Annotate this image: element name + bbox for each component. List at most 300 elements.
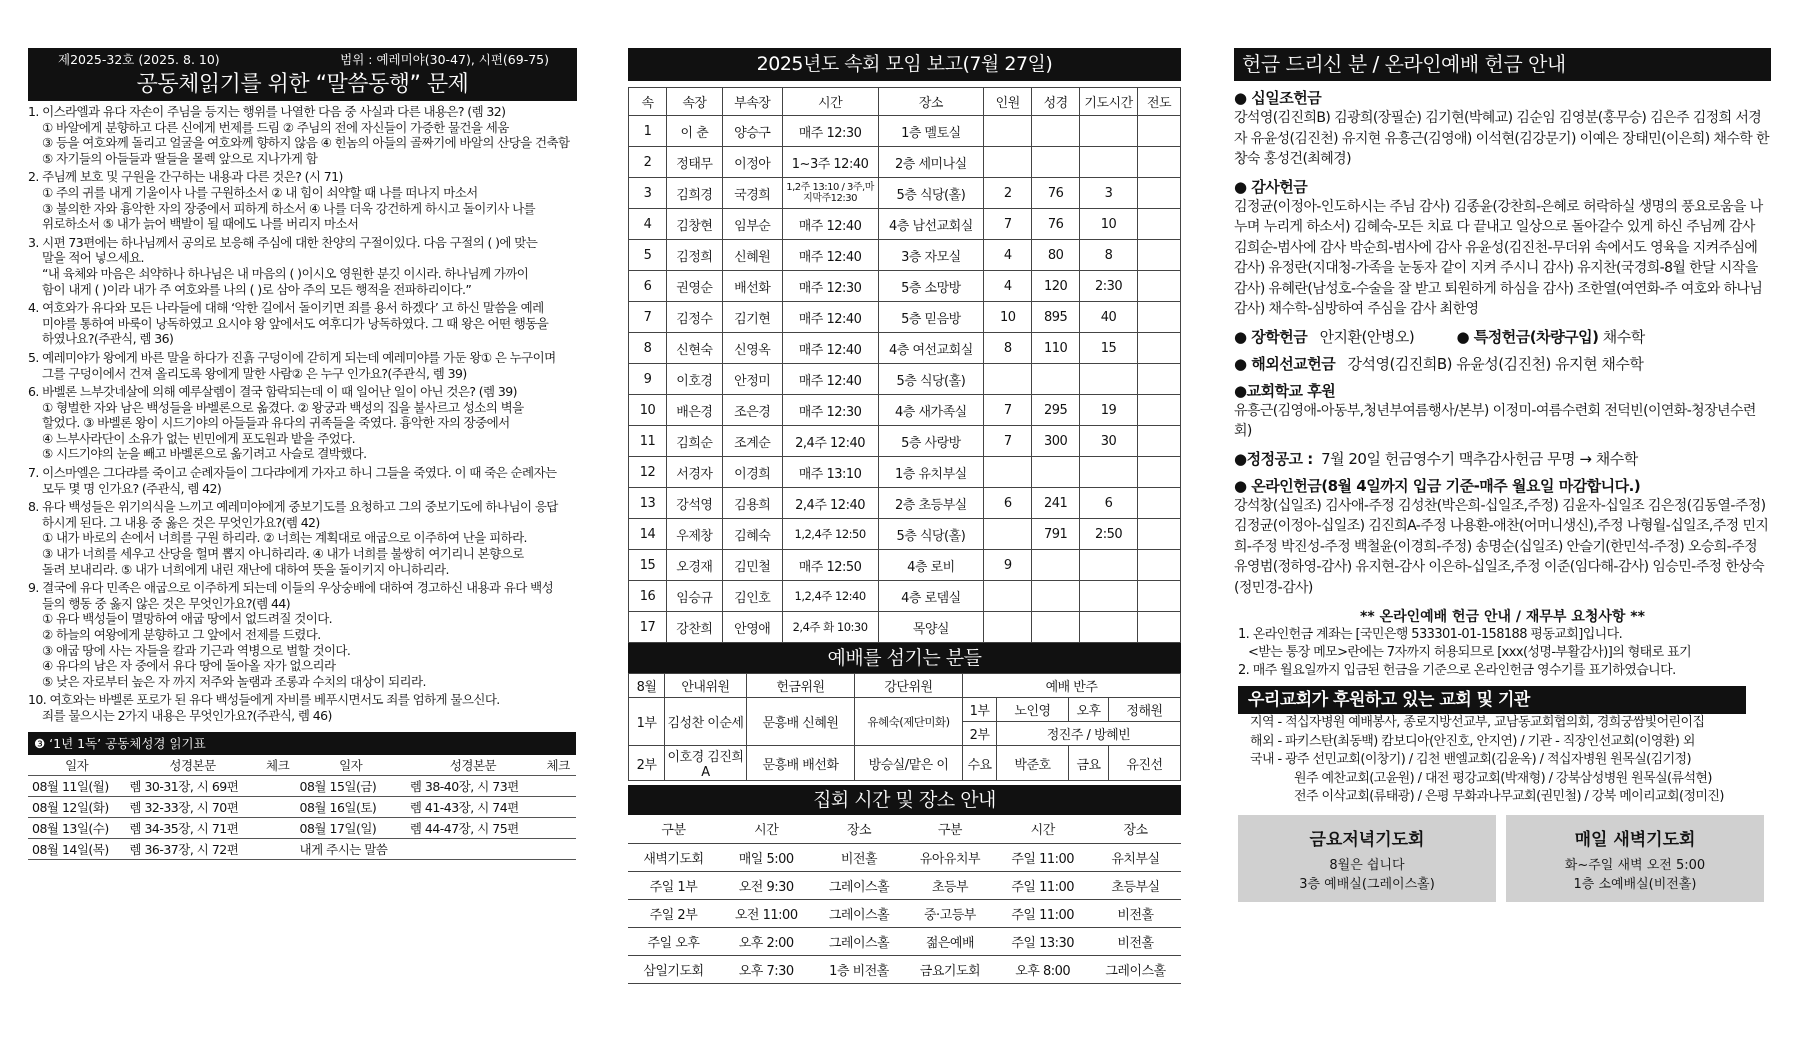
schedule-row bbox=[28, 775, 576, 796]
report-cell: 매주 12:40 bbox=[782, 364, 878, 395]
report-cell: 이경희 bbox=[722, 457, 782, 488]
times-row bbox=[628, 843, 1181, 871]
dawn-prayer-line: 화~주일 새벽 오전 5:00 bbox=[1564, 857, 1706, 873]
times-cell: 젊은예배 bbox=[904, 927, 995, 955]
report-row bbox=[629, 302, 1181, 333]
report-cell bbox=[1138, 519, 1181, 550]
report-row bbox=[629, 364, 1181, 395]
reading-range: 범위 : 예레미야(30-47), 시편(69-75) bbox=[340, 52, 549, 67]
report-cell: 12 bbox=[629, 457, 667, 488]
schedule-cell: 08월 13일(수) bbox=[28, 817, 125, 838]
special-value: 채수학 bbox=[1602, 327, 1645, 346]
times-cell: 새벽기도회 bbox=[628, 843, 719, 871]
report-row bbox=[629, 240, 1181, 271]
report-cell: 매주 13:10 bbox=[782, 457, 878, 488]
scholarship-special-row bbox=[1234, 326, 1771, 347]
report-cell: 5층 사랑방 bbox=[878, 426, 984, 457]
times-cell: 주일 13:30 bbox=[995, 927, 1090, 955]
report-cell: 6 bbox=[1080, 488, 1138, 519]
worship-servers-table bbox=[628, 673, 1181, 781]
question-line: ④ 느부사라단이 소유가 없는 빈민에게 포도원과 밭을 주었다. bbox=[42, 430, 355, 446]
report-row bbox=[629, 209, 1181, 240]
serve-cell: 2부 bbox=[629, 746, 665, 781]
question-text: 4. 여호와가 유다와 모든 나라들에 대해 ‘악한 길에서 돌이키면 죄를 용서 하겠다’ 고 하신 말씀을 예레 bbox=[28, 300, 544, 316]
report-cell: 조계순 bbox=[722, 426, 782, 457]
report-row bbox=[629, 550, 1181, 581]
schedule-header: 일자 bbox=[296, 754, 406, 775]
schedule-cell bbox=[540, 796, 576, 817]
reading-schedule-table bbox=[28, 754, 576, 860]
schedule-cell bbox=[540, 817, 576, 838]
friday-prayer-line: 8월은 쉽니다 bbox=[1329, 857, 1405, 873]
report-cell: 7 bbox=[629, 302, 667, 333]
report-cell: 895 bbox=[1032, 302, 1080, 333]
schedule-cell: 08월 14일(목) bbox=[28, 838, 125, 859]
report-cell: 5층 식당(홀) bbox=[878, 364, 984, 395]
gathering-times-table bbox=[628, 815, 1181, 984]
report-cell: 신현숙 bbox=[666, 333, 722, 364]
times-cell: 오전 9:30 bbox=[719, 871, 814, 899]
schedule-cell bbox=[260, 817, 296, 838]
times-cell: 주일 11:00 bbox=[995, 899, 1090, 927]
report-cell: 15 bbox=[629, 550, 667, 581]
report-cell: 295 bbox=[1032, 395, 1080, 426]
times-cell: 비전홀 bbox=[1090, 927, 1181, 955]
question-line: 죄를 물으시는 2가지 내용은 무엇인가요?(주관식, 렘 46) bbox=[42, 707, 332, 723]
report-cell: 강석영 bbox=[666, 488, 722, 519]
question-item bbox=[28, 580, 577, 689]
times-cell: 금요기도회 bbox=[904, 955, 995, 983]
dawn-prayer-box bbox=[1506, 815, 1764, 902]
report-cell bbox=[1138, 302, 1181, 333]
scholarship-value: 안지환(안병오) bbox=[1319, 327, 1415, 346]
schedule-cell: 렘 36-37장, 시 72편 bbox=[125, 838, 259, 859]
report-cell bbox=[984, 364, 1032, 395]
mission-row bbox=[1234, 353, 1771, 374]
report-cell: 8 bbox=[1080, 240, 1138, 271]
question-item bbox=[28, 235, 577, 297]
report-row bbox=[629, 519, 1181, 550]
notice-line: 2. 매주 월요일까지 입금된 헌금을 기준으로 온라인헌금 영수기를 표기하였습니다. bbox=[1238, 663, 1676, 678]
question-item bbox=[28, 300, 577, 347]
question-line: ② 하늘의 여왕에게 분향하고 그 앞에서 전제를 드렸다. bbox=[42, 627, 321, 642]
times-cell: 1층 비전홀 bbox=[814, 955, 905, 983]
report-cell: 김용희 bbox=[722, 488, 782, 519]
report-cell bbox=[1080, 364, 1138, 395]
report-cell bbox=[1138, 271, 1181, 302]
schedule-cell: 렘 30-31장, 시 69편 bbox=[125, 775, 259, 796]
report-cell: 1,2주 13:10 / 3주,마지막주12:30 bbox=[782, 178, 878, 209]
report-cell: 김희경 bbox=[666, 178, 722, 209]
schedule-cell bbox=[260, 838, 296, 859]
schedule-cell: 08월 15일(금) bbox=[296, 775, 406, 796]
schedule-cell: 08월 11일(월) bbox=[28, 775, 125, 796]
times-cell: 비전홀 bbox=[814, 843, 905, 871]
report-cell: 76 bbox=[1032, 209, 1080, 240]
offering-title: 헌금 드리신 분 / 온라인예배 헌금 안내 bbox=[1234, 48, 1771, 81]
times-cell: 초등부 bbox=[904, 871, 995, 899]
serve-cell: 문흥배 신혜원 bbox=[747, 698, 855, 746]
schedule-title: ❸ ‘1년 1독’ 공동체성경 읽기표 bbox=[28, 732, 576, 754]
question-line: ③ 내가 너희를 세우고 산당을 헐며 뽑지 아니하리라. ④ 내가 너희를 불쌍히 여기리니 본향으로 bbox=[42, 546, 524, 562]
serve-cell: 노인영 bbox=[997, 698, 1069, 722]
report-cell: 3 bbox=[1080, 178, 1138, 209]
schedule-cell: 내게 주시는 말씀 bbox=[296, 838, 406, 859]
report-cell bbox=[984, 116, 1032, 147]
report-cell: 6 bbox=[629, 271, 667, 302]
question-text: 1. 이스라엘과 유다 자손이 주님을 등지는 행위를 나열한 다음 중 사실과 다른 내용은? (렘 32) bbox=[28, 104, 506, 119]
report-header: 인원 bbox=[984, 88, 1032, 116]
report-cell: 8 bbox=[629, 333, 667, 364]
report-cell: 2,4주 12:40 bbox=[782, 426, 878, 457]
report-cell: 5층 식당(홀) bbox=[878, 178, 984, 209]
question-item bbox=[28, 465, 577, 496]
times-row bbox=[628, 927, 1181, 955]
report-cell: 80 bbox=[1032, 240, 1080, 271]
online-notice-title: ** 온라인예배 헌금 안내 / 재무부 요청사항 ** bbox=[1360, 609, 1645, 625]
question-line: ① 형벌한 자와 남은 백성들을 바벨론으로 옮겼다. ② 왕궁과 백성의 집을 불사르고 성소의 벽을 bbox=[42, 399, 524, 415]
question-line: ⑤ 시드기야의 눈을 빼고 바벨론으로 옮기려고 사슬로 결박했다. bbox=[42, 446, 367, 462]
times-cell: 그레이스홀 bbox=[814, 899, 905, 927]
report-cell bbox=[1138, 178, 1181, 209]
report-cell: 안영애 bbox=[722, 612, 782, 643]
report-cell: 강찬희 bbox=[666, 612, 722, 643]
serve-header: 강단위원 bbox=[855, 674, 963, 698]
report-row bbox=[629, 333, 1181, 364]
times-cell: 오후 7:30 bbox=[719, 955, 814, 983]
report-cell bbox=[1032, 457, 1080, 488]
report-cell: 300 bbox=[1032, 426, 1080, 457]
support-line: 국내 - 광주 선민교회(이창기) / 김천 밴엘교회(김윤옥) / 적십자병원 원목실(김기정) bbox=[1250, 752, 1691, 767]
meeting-report-table bbox=[628, 87, 1181, 643]
schedule-cell: 렘 44-47장, 시 75편 bbox=[406, 817, 540, 838]
times-header: 시간 bbox=[719, 815, 814, 843]
question-text: 6. 바벨론 느부갓네살에 의해 예루살렘이 결국 함락되는데 이 때 일어난 일이 아닌 것은? (렘 39) bbox=[28, 384, 517, 400]
report-cell: 10 bbox=[984, 302, 1032, 333]
friday-prayer-title: 금요저녁기도회 bbox=[1309, 829, 1425, 850]
report-cell: 권영순 bbox=[666, 271, 722, 302]
serve-cell: 2부 bbox=[963, 722, 997, 746]
question-line: ⑤ 자기들의 아들들과 딸들을 몰렉 앞으로 지나가게 함 bbox=[42, 150, 318, 166]
report-row bbox=[629, 395, 1181, 426]
report-cell: 30 bbox=[1080, 426, 1138, 457]
report-cell bbox=[984, 147, 1032, 178]
question-item bbox=[28, 384, 577, 462]
report-cell bbox=[1080, 457, 1138, 488]
report-cell bbox=[1138, 240, 1181, 271]
report-cell: 4층 남선교회실 bbox=[878, 209, 984, 240]
serve-cell: 이호경 김진희A bbox=[665, 746, 747, 781]
times-cell: 매일 5:00 bbox=[719, 843, 814, 871]
question-line: ① 유다 백성들이 멸망하여 애굽 땅에서 없드려질 것이다. bbox=[42, 611, 333, 627]
dawn-prayer-line: 1층 소예배실(비전홀) bbox=[1573, 876, 1697, 892]
times-cell: 유아유치부 bbox=[904, 843, 995, 871]
gathering-times-title: 집회 시간 및 장소 안내 bbox=[628, 785, 1181, 815]
report-cell: 6 bbox=[984, 488, 1032, 519]
question-item bbox=[28, 499, 577, 577]
serve-header: 8월 bbox=[629, 674, 665, 698]
report-cell: 2층 초등부실 bbox=[878, 488, 984, 519]
report-cell: 16 bbox=[629, 581, 667, 612]
support-line: 해외 - 파키스탄(최동백) 캄보디아(안진호, 안지연) / 기관 - 직장인선교회(이영환) 외 bbox=[1250, 733, 1695, 749]
report-cell: 우제창 bbox=[666, 519, 722, 550]
schedule-row bbox=[28, 796, 576, 817]
times-cell: 주일 2부 bbox=[628, 899, 719, 927]
schedule-cell: 렘 38-40장, 시 73편 bbox=[406, 775, 540, 796]
serve-cell: 정진주 / 방혜빈 bbox=[997, 722, 1181, 746]
report-cell bbox=[1080, 550, 1138, 581]
report-cell: 2층 세미나실 bbox=[878, 147, 984, 178]
question-line: ③ 등을 여호와께 돌리고 얼굴을 여호와께 향하지 않음 ④ 힌놈의 아들의 골짜기에 바알의 산당을 건축함 bbox=[42, 135, 570, 151]
serve-cell: 금요 bbox=[1069, 746, 1109, 781]
schedule-cell bbox=[260, 796, 296, 817]
times-cell: 초등부실 bbox=[1090, 871, 1181, 899]
schedule-header: 체크 bbox=[260, 754, 296, 775]
issue-line bbox=[28, 48, 577, 69]
question-text: 9. 결국에 유다 민족은 애굽으로 이주하게 되는데 이들의 우상숭배에 대하여 경고하신 내용과 유다 백성 bbox=[28, 580, 554, 596]
support-line: 지역 - 적십자병원 예배봉사, 종로지방선교부, 교남동교회협의회, 경희궁쌈빛어린이집 bbox=[1250, 715, 1705, 730]
worship-servers-title: 예배를 섬기는 분들 bbox=[628, 643, 1181, 673]
report-cell: 120 bbox=[1032, 271, 1080, 302]
report-cell bbox=[1138, 147, 1181, 178]
schedule-header: 체크 bbox=[540, 754, 576, 775]
times-cell: 오전 11:00 bbox=[719, 899, 814, 927]
report-cell: 1 bbox=[629, 116, 667, 147]
question-text: 3. 시편 73편에는 하나님께서 공의로 보응해 주심에 대한 찬양의 구절이있다. 다음 구절의 ( )에 맞는 bbox=[28, 234, 538, 250]
report-cell: 매주 12:50 bbox=[782, 550, 878, 581]
report-cell: 국경희 bbox=[722, 178, 782, 209]
question-line: ① 주의 귀를 내게 기울이사 나를 구원하소서 ② 내 힘이 쇠약할 때 나를 떠나지 마소서 bbox=[42, 184, 478, 200]
report-cell: 정태무 bbox=[666, 147, 722, 178]
report-row bbox=[629, 116, 1181, 147]
report-row bbox=[629, 426, 1181, 457]
report-row bbox=[629, 457, 1181, 488]
correction-label: ●정정공고 : bbox=[1234, 449, 1313, 468]
online-offering-title: ● 온라인헌금(8월 4일까지 입금 기준-매주 월요일 마감합니다.) bbox=[1234, 476, 1641, 495]
report-column bbox=[628, 48, 1193, 984]
quiz-title: 공동체읽기를 위한 “말씀동행” 문제 bbox=[28, 69, 577, 101]
report-cell: 매주 12:30 bbox=[782, 116, 878, 147]
schedule-cell: 08월 17일(일) bbox=[296, 817, 406, 838]
question-line: 모두 몇 명 인가요? (주관식, 렘 42) bbox=[42, 480, 222, 496]
question-text: 10. 여호와는 바벨론 포로가 된 유다 백성들에게 자비를 베푸시면서도 죄를 엄하게 물으신다. bbox=[28, 692, 500, 708]
church-school-list: 유흥근(김영애-아동부,청년부여름행사/본부) 이정미-여름수련회 전덕빈(이연화-청장년수련회) bbox=[1234, 402, 1756, 439]
report-cell bbox=[1138, 581, 1181, 612]
report-row bbox=[629, 581, 1181, 612]
report-cell bbox=[1138, 550, 1181, 581]
report-cell: 매주 12:40 bbox=[782, 209, 878, 240]
serve-cell: 문흥배 배선화 bbox=[747, 746, 855, 781]
notice-line: <받는 통장 메모>란에는 7자까지 허용되므로 [xxx(성명-부활감사)]의 형태로 표기 bbox=[1248, 645, 1692, 660]
serve-cell: 수요 bbox=[963, 746, 997, 781]
report-cell: 3 bbox=[629, 178, 667, 209]
report-cell: 17 bbox=[629, 612, 667, 643]
report-cell bbox=[1032, 364, 1080, 395]
report-cell: 김희순 bbox=[666, 426, 722, 457]
question-line: ① 내가 바로의 손에서 너희를 구원 하리라. ② 너희는 계획대로 애굽으로 이주하여 난을 피하라. bbox=[42, 530, 527, 546]
question-item bbox=[28, 692, 577, 723]
times-cell: 중·고등부 bbox=[904, 899, 995, 927]
question-line: 들의 행동 중 옳지 않은 것은 무엇인가요?(렘 44) bbox=[42, 595, 290, 611]
schedule-header: 일자 bbox=[28, 754, 125, 775]
question-line: 하시게 된다. 그 내용 중 옳은 것은 무엇인가요?(렘 42) bbox=[42, 514, 320, 530]
report-cell: 5층 식당(홀) bbox=[878, 519, 984, 550]
question-text: 7. 이스마엘은 그다랴를 죽이고 순례자들이 그다랴에게 가자고 하니 그들을 죽였다. 이 때 죽은 순례자는 bbox=[28, 465, 557, 481]
report-cell bbox=[1032, 581, 1080, 612]
report-cell: 오경재 bbox=[666, 550, 722, 581]
serve-cell: 유진선 bbox=[1109, 746, 1181, 781]
report-cell: 매주 12:40 bbox=[782, 240, 878, 271]
times-header: 장소 bbox=[814, 815, 905, 843]
serve-cell: 정해원 bbox=[1109, 698, 1181, 722]
schedule-cell: 08월 16일(토) bbox=[296, 796, 406, 817]
correction-value: 7월 20일 헌금영수기 맥추감사헌금 무명 → 채수학 bbox=[1321, 449, 1638, 468]
report-cell bbox=[984, 612, 1032, 643]
serve-cell: 김성찬 이순세 bbox=[665, 698, 747, 746]
report-cell: 5 bbox=[629, 240, 667, 271]
report-cell: 4층 여선교회실 bbox=[878, 333, 984, 364]
schedule-cell bbox=[540, 775, 576, 796]
report-cell: 10 bbox=[629, 395, 667, 426]
schedule-cell bbox=[406, 838, 540, 859]
report-header: 속 bbox=[629, 88, 667, 116]
report-cell: 2 bbox=[629, 147, 667, 178]
report-cell: 매주 12:40 bbox=[782, 333, 878, 364]
report-cell bbox=[1032, 147, 1080, 178]
times-header: 구분 bbox=[628, 815, 719, 843]
report-cell: 1~3주 12:40 bbox=[782, 147, 878, 178]
report-cell: 19 bbox=[1080, 395, 1138, 426]
report-row bbox=[629, 271, 1181, 302]
report-row bbox=[629, 147, 1181, 178]
report-cell bbox=[1032, 550, 1080, 581]
report-cell: 14 bbox=[629, 519, 667, 550]
report-row bbox=[629, 612, 1181, 643]
question-list bbox=[28, 104, 577, 724]
meeting-report-title: 2025년도 속회 모임 보고(7월 27일) bbox=[628, 48, 1181, 81]
report-cell: 7 bbox=[984, 395, 1032, 426]
report-cell: 신혜원 bbox=[722, 240, 782, 271]
schedule-cell bbox=[260, 775, 296, 796]
support-title: 우리교회가 후원하고 있는 교회 및 기관 bbox=[1238, 686, 1746, 714]
report-cell: 7 bbox=[984, 426, 1032, 457]
report-cell bbox=[1080, 612, 1138, 643]
report-cell: 김창현 bbox=[666, 209, 722, 240]
report-cell: 매주 12:40 bbox=[782, 302, 878, 333]
times-row bbox=[628, 871, 1181, 899]
schedule-row bbox=[28, 838, 576, 859]
report-cell: 241 bbox=[1032, 488, 1080, 519]
report-cell bbox=[1138, 488, 1181, 519]
times-cell: 유치부실 bbox=[1090, 843, 1181, 871]
report-cell: 5층 믿음방 bbox=[878, 302, 984, 333]
report-cell: 조은경 bbox=[722, 395, 782, 426]
report-cell: 7 bbox=[984, 209, 1032, 240]
schedule-header: 성경본문 bbox=[125, 754, 259, 775]
report-header: 부속장 bbox=[722, 88, 782, 116]
schedule-header: 성경본문 bbox=[406, 754, 540, 775]
serve-cell: 방승실/맡은 이 bbox=[855, 746, 963, 781]
report-cell: 9 bbox=[984, 550, 1032, 581]
question-line: 함이 내게 ( )이라 내가 주 여호와를 나의 ( )로 삼아 주의 모든 행적을 전파하리이다.” bbox=[42, 281, 472, 297]
report-cell: 4 bbox=[984, 271, 1032, 302]
report-cell: 이 춘 bbox=[666, 116, 722, 147]
serve-header: 헌금위원 bbox=[747, 674, 855, 698]
report-cell bbox=[1080, 147, 1138, 178]
report-cell bbox=[1138, 426, 1181, 457]
report-cell: 임승규 bbox=[666, 581, 722, 612]
thanks-title: ● 감사헌금 bbox=[1234, 177, 1308, 196]
report-cell: 9 bbox=[629, 364, 667, 395]
times-cell: 주일 1부 bbox=[628, 871, 719, 899]
question-line: ③ 불의한 자와 흉악한 자의 장중에서 피하게 하소서 ④ 나를 더욱 강건하게 하시고 돌이키사 나를 bbox=[42, 200, 536, 216]
report-cell: 김정수 bbox=[666, 302, 722, 333]
report-cell bbox=[984, 519, 1032, 550]
report-cell: 김혜숙 bbox=[722, 519, 782, 550]
online-notice-list bbox=[1234, 626, 1771, 680]
report-cell: 791 bbox=[1032, 519, 1080, 550]
tithe-title: ● 십일조헌금 bbox=[1234, 89, 1322, 107]
report-cell: 2 bbox=[984, 178, 1032, 209]
report-cell bbox=[1138, 457, 1181, 488]
report-cell bbox=[1138, 209, 1181, 240]
report-cell: 매주 12:30 bbox=[782, 271, 878, 302]
dawn-prayer-title: 매일 새벽기도회 bbox=[1574, 829, 1696, 850]
friday-prayer-box bbox=[1238, 815, 1496, 902]
report-cell: 2:50 bbox=[1080, 519, 1138, 550]
serve-header: 안내위원 bbox=[665, 674, 747, 698]
serve-cell: 오후 bbox=[1069, 698, 1109, 722]
report-cell: 김기현 bbox=[722, 302, 782, 333]
support-list bbox=[1234, 714, 1771, 807]
church-school-title: ●교회학교 후원 bbox=[1234, 381, 1336, 400]
report-cell: 1층 멜토실 bbox=[878, 116, 984, 147]
serve-cell: 유혜숙(제단미화) bbox=[855, 698, 963, 746]
report-cell: 4층 새가족실 bbox=[878, 395, 984, 426]
report-cell: 2,4주 12:40 bbox=[782, 488, 878, 519]
schedule-row bbox=[28, 817, 576, 838]
question-item bbox=[28, 350, 577, 381]
support-line: 전주 이삭교회(류태광) / 은평 무화과나무교회(권민철) / 강북 메이리교회(정미진) bbox=[1294, 789, 1724, 804]
report-cell: 양승구 bbox=[722, 116, 782, 147]
report-cell: 11 bbox=[629, 426, 667, 457]
question-line: 할었다. ③ 바벨론 왕이 시드기야의 아들들과 유다의 귀족들을 죽였다. 흉악한 자의 장중에서 bbox=[42, 415, 510, 431]
correction-row bbox=[1234, 448, 1771, 469]
report-cell: 목양실 bbox=[878, 612, 984, 643]
report-cell: 13 bbox=[629, 488, 667, 519]
times-header: 장소 bbox=[1090, 815, 1181, 843]
report-cell: 1,2,4주 12:50 bbox=[782, 519, 878, 550]
report-cell bbox=[1032, 612, 1080, 643]
times-row bbox=[628, 899, 1181, 927]
question-line: 돌려 보내리라. ⑤ 내가 너희에게 내린 재난에 대하여 뜻을 돌이키지 아니하리라. bbox=[42, 561, 449, 577]
report-cell bbox=[1138, 116, 1181, 147]
report-cell: 배은경 bbox=[666, 395, 722, 426]
question-line: ③ 애굽 땅에 사는 자들을 칼과 기근과 역병으로 벌할 것이다. bbox=[42, 642, 351, 658]
question-line: ⑤ 낮은 자로부터 높은 자 까지 저주와 놀램과 조롱과 수치의 대상이 되리라. bbox=[42, 673, 426, 689]
question-text: 5. 예레미야가 왕에게 바른 말을 하다가 진흙 구덩이에 갇히게 되는데 예레미야를 가둔 왕① 은 누구이며 bbox=[28, 349, 556, 365]
report-cell: 2,4주 화 10:30 bbox=[782, 612, 878, 643]
report-cell: 10 bbox=[1080, 209, 1138, 240]
report-row bbox=[629, 178, 1181, 209]
report-cell: 김민철 bbox=[722, 550, 782, 581]
question-line: “내 육체와 마음은 쇠약하나 하나님은 내 마음의 ( )이시오 영원한 분깃 이시라. 하나님께 가까이 bbox=[42, 265, 529, 281]
serve-header: 예배 반주 bbox=[963, 674, 1181, 698]
schedule-cell: 렘 32-33장, 시 70편 bbox=[125, 796, 259, 817]
report-cell: 4 bbox=[629, 209, 667, 240]
support-line: 원주 예찬교회(고윤원) / 대전 평강교회(박재형) / 강북삼성병원 원목실(류석현) bbox=[1294, 770, 1712, 786]
tithe-list: 강석영(김진희B) 김광희(장필순) 김기현(박혜교) 김순임 김영분(홍무승) 김은주 김정희 서경자 유윤성(김진천) 유지현 유흥근(김영애) 이석현(김강문기) 이예은 장태민(이은희) 채수학 한창숙 홍성건(최혜경) bbox=[1234, 110, 1769, 167]
